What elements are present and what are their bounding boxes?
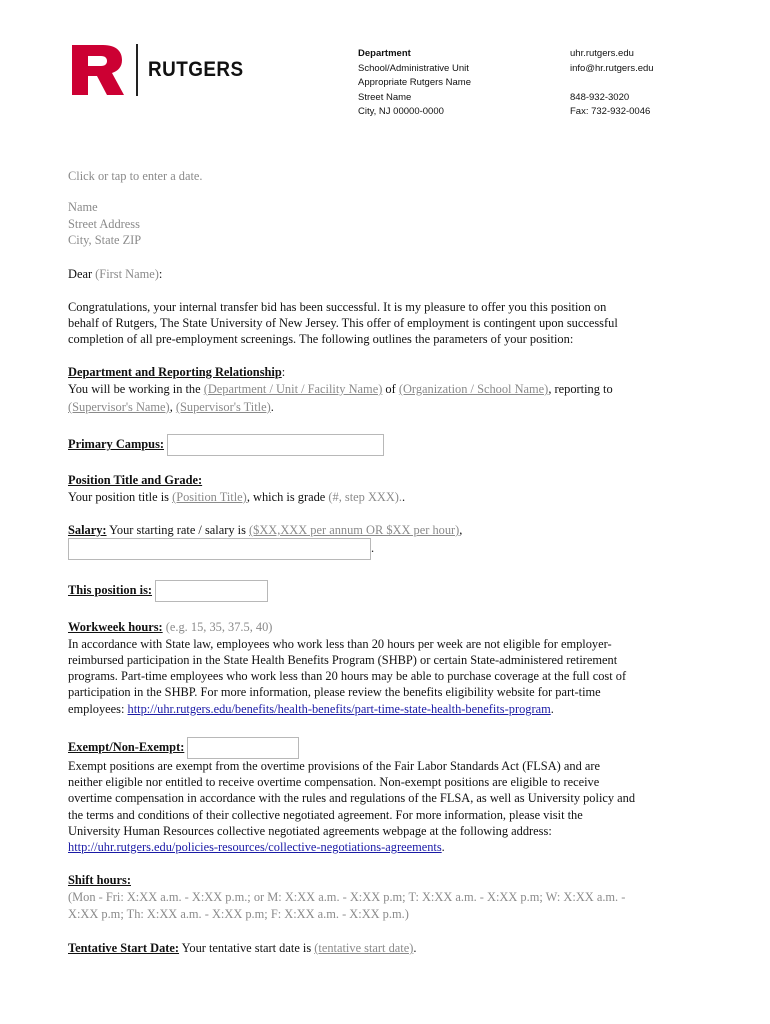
contact-line: Fax: 732-932-0046 xyxy=(570,106,651,118)
dept-text: You will be working in the xyxy=(68,382,204,396)
workweek-heading xyxy=(68,619,272,635)
dept-text: . xyxy=(270,400,274,414)
exempt-line: University Human Resources collective negotiated agreements webpage at the following address: xyxy=(68,824,552,838)
position-text: . xyxy=(402,490,406,504)
start-date-field[interactable]: (tentative start date) xyxy=(314,941,414,955)
dept-heading xyxy=(68,364,285,380)
workweek-line: In accordance with State law, employees who work less than 20 hours per week are not eligible for employer- xyxy=(68,637,612,651)
recipient-name[interactable]: Name xyxy=(68,200,98,214)
logo-divider xyxy=(136,44,138,96)
salary-label: Salary: xyxy=(68,523,107,537)
intro-line: completion of all pre-employment screenings. The following outlines the parameters of your position: xyxy=(68,332,574,346)
supervisor-title-field[interactable]: (Supervisor's Title) xyxy=(175,400,271,414)
supervisor-name-field[interactable]: (Supervisor's Name) xyxy=(68,400,170,414)
salutation-suffix: : xyxy=(158,267,163,281)
exempt-text: . xyxy=(441,840,445,854)
dept-heading-colon: : xyxy=(281,365,286,379)
salary-text: Your starting rate / salary is xyxy=(106,523,250,537)
salutation xyxy=(68,266,162,282)
exempt-input[interactable] xyxy=(187,737,299,759)
recipient-street[interactable]: Street Address xyxy=(68,217,140,231)
exempt-line: overtime compensation in accordance with the rules and regulations of the FLSA, as well as University policy and xyxy=(68,791,636,805)
exempt-link-line xyxy=(68,839,445,855)
dept-text: of xyxy=(382,382,399,396)
salary-box-row xyxy=(68,538,374,560)
shift-heading xyxy=(68,872,131,888)
salary-input[interactable] xyxy=(68,538,371,560)
date-field[interactable]: Click or tap to enter a date. xyxy=(68,169,203,183)
workweek-line-last xyxy=(68,701,554,717)
contact-line: uhr.rutgers.edu xyxy=(570,48,634,59)
salary-line xyxy=(68,522,462,538)
address-line: Appropriate Rutgers Name xyxy=(358,77,471,89)
workweek-hours-field[interactable]: (e.g. 15, 35, 37.5, 40) xyxy=(162,620,273,634)
salary-rate-field[interactable]: ($XX,XXX per annum OR $XX per hour) xyxy=(249,523,460,537)
dept-line-2 xyxy=(68,399,274,415)
intro-line: Congratulations, your internal transfer bid has been successful. It is my pleasure to offer you this position on xyxy=(68,300,607,314)
position-heading xyxy=(68,472,202,488)
this-position-row xyxy=(68,580,268,602)
dept-text: , xyxy=(169,400,176,414)
exempt-line: neither eligible nor entitled to receive overtime compensation. Non-exempt positions are eligible to receive xyxy=(68,775,600,789)
organization-field[interactable]: (Organization / School Name) xyxy=(398,382,549,396)
workweek-line: programs. Part-time employees who work less than 20 hours may be able to purchase coverage at the full cost of xyxy=(68,669,627,683)
contact-line xyxy=(570,76,654,91)
department-field[interactable]: (Department / Unit / Facility Name) xyxy=(203,382,383,396)
start-date-label: Tentative Start Date: xyxy=(68,941,180,955)
address-line: School/Administrative Unit xyxy=(358,62,469,74)
address-line: Department xyxy=(358,48,411,59)
intro-line: behalf of Rutgers, The State University of New Jersey. This offer of employment is contingent upon successful xyxy=(68,316,618,330)
rutgers-logo xyxy=(72,44,254,96)
first-name-field[interactable]: (First Name) xyxy=(95,267,159,281)
workweek-line: reimbursed participation in the State Health Benefits Program (SHBP) or certain State-administered retirement xyxy=(68,653,618,667)
dept-line-1 xyxy=(68,381,613,397)
salary-period: . xyxy=(371,540,375,555)
recipient-city[interactable]: City, State ZIP xyxy=(68,233,142,247)
grade-field[interactable]: (#, step XXX). xyxy=(328,490,403,504)
exempt-line: the terms and conditions of their collective negotiated agreement. For more information, please visit the xyxy=(68,808,583,822)
shift-label: Shift hours: xyxy=(68,873,131,887)
address-line: Street Name xyxy=(358,91,412,103)
shift-hours-field[interactable]: X:XX p.m; Th: X:XX a.m. - X:XX p.m; F: X:XX a.m. - X:XX p.m.) xyxy=(68,907,409,921)
campus-input[interactable] xyxy=(167,434,384,456)
position-heading-text: Position Title and Grade: xyxy=(68,473,203,487)
campus-row xyxy=(68,434,384,456)
position-line xyxy=(68,489,405,505)
start-text: . xyxy=(413,941,417,955)
start-text: Your tentative start date is xyxy=(179,941,315,955)
workweek-label: Workweek hours: xyxy=(68,620,163,634)
address-line: City, NJ 00000-0000 xyxy=(358,106,444,118)
logo-wordmark: RUTGERS xyxy=(148,58,244,81)
dept-heading-text: Department and Reporting Relationship xyxy=(68,365,282,379)
position-title-field[interactable]: (Position Title) xyxy=(172,490,247,504)
workweek-text: employees: xyxy=(68,702,128,716)
rutgers-r-icon xyxy=(72,45,124,95)
dept-text: , reporting to xyxy=(548,382,613,396)
this-position-label: This position is: xyxy=(68,582,153,597)
exempt-label: Exempt/Non-Exempt: xyxy=(68,739,185,754)
sender-address xyxy=(358,47,471,120)
contact-line: 848-932-3020 xyxy=(570,91,630,103)
contact-line: info@hr.rutgers.edu xyxy=(570,62,654,74)
negotiations-agreements-link[interactable]: http://uhr.rutgers.edu/policies-resources/collective-negotiations-agreements xyxy=(68,840,442,854)
salutation-prefix: Dear xyxy=(68,267,96,281)
position-text: Your position title is xyxy=(68,490,173,504)
part-time-benefits-link[interactable]: http://uhr.rutgers.edu/benefits/health-benefits/part-time-state-health-benefits-program xyxy=(127,702,551,716)
start-date-line xyxy=(68,940,416,956)
exempt-line: Exempt positions are exempt from the overtime provisions of the Fair Labor Standards Act (FLSA) and are xyxy=(68,759,600,773)
shift-hours-field[interactable]: (Mon - Fri: X:XX a.m. - X:XX p.m.; or M: X:XX a.m. - X:XX p.m; T: X:XX a.m. - X:XX p.m; W: X:XX a.m. - xyxy=(68,890,626,904)
workweek-line: participation in the SHBP. For more information, please review the benefits eligibility website for part-time xyxy=(68,685,601,699)
campus-label: Primary Campus: xyxy=(68,436,165,451)
exempt-row xyxy=(68,737,299,759)
this-position-input[interactable] xyxy=(155,580,268,602)
salary-text: , xyxy=(459,523,463,537)
workweek-text: . xyxy=(550,702,554,716)
position-text: , which is grade xyxy=(246,490,329,504)
sender-contact xyxy=(570,47,654,120)
